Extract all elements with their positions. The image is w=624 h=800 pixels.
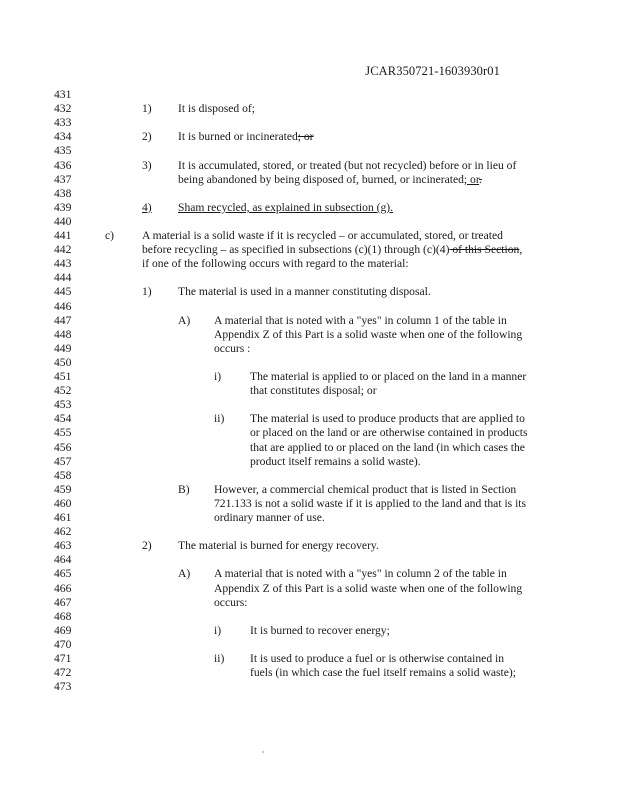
line-number: 460 [54,496,72,510]
text-run: if one of the following occurs with regard to the material: [142,257,409,271]
inserted-text: Sham recycled, as explained in subsection (g). [178,200,394,214]
line-text [142,243,522,257]
subsection-label: 2) [142,130,152,144]
line-text [214,511,325,525]
line-number: 437 [54,172,72,186]
line-text [250,624,390,638]
text-line [0,539,624,553]
line-number: 431 [54,88,72,101]
line-number: 451 [54,370,72,383]
line-text [250,384,377,398]
line-number: 469 [54,623,72,637]
text-line [0,511,624,525]
text-line [0,596,624,610]
line-number: 442 [54,243,72,257]
line-text [250,666,516,680]
text-line [0,300,624,314]
line-number: 473 [54,680,72,694]
line-text [142,229,503,243]
line-text [214,483,516,497]
subsection-label: i) [214,623,222,637]
text-line [0,328,624,342]
line-number: 440 [54,214,72,228]
text-line [0,610,624,624]
text-run: that are applied to or placed on the land (in which cases the [250,440,525,454]
text-line [0,187,624,201]
line-text [250,370,526,384]
text-run: It is burned to recover energy; [250,623,390,637]
text-run: product itself remains a solid waste). [250,454,421,468]
line-number: 465 [54,567,72,581]
subsection-label: A) [178,313,191,327]
line-number: 438 [54,186,72,200]
line-number: 434 [54,130,72,144]
line-text [178,539,379,553]
text-line [0,652,624,666]
text-run: , [519,243,523,257]
text-line [0,201,624,215]
line-number: 435 [54,144,72,158]
line-text [214,342,250,356]
line-text [250,412,525,426]
text-line [0,553,624,567]
text-run: The material is used in a manner constituting disposal. [178,285,431,299]
line-text [214,497,526,511]
text-line [0,384,624,398]
line-text [250,455,421,469]
text-line [0,116,624,130]
text-run: occurs: [214,595,248,609]
inserted-text: ; or [463,172,480,186]
line-text [214,328,522,342]
text-run: Appendix Z of this Part is a solid waste when one of the following [214,327,523,341]
text-line [0,441,624,455]
line-number: 445 [54,285,72,299]
text-run: before recycling – as specified in subsections (c)(1) through (c)(4) [142,243,450,257]
line-number: 456 [54,440,72,454]
line-text [250,441,525,455]
text-line [0,144,624,158]
text-run: It is used to produce a fuel or is otherwise contained in [250,652,505,665]
text-line [0,497,624,511]
text-run: However, a commercial chemical product that is listed in Section [214,482,517,496]
page-mark [262,751,264,753]
text-run: 721.133 is not a solid waste if it is applied to the land and that is its [214,496,527,510]
line-number: 443 [54,257,72,271]
line-number: 444 [54,271,72,285]
text-line [0,342,624,356]
text-run: It is accumulated, stored, or treated (but not recycled) before or in lieu of [178,158,517,172]
subsection-label: i) [214,370,222,383]
text-line [0,666,624,680]
line-number: 468 [54,609,72,623]
text-run: The material is burned for energy recovery. [178,539,379,553]
line-number: 432 [54,102,72,116]
text-line [0,356,624,370]
subsection-label: 1) [142,285,152,299]
text-line [0,215,624,229]
line-text [178,102,255,116]
line-number: 461 [54,511,72,524]
subsection-label: 4) [142,200,152,214]
line-number: 467 [54,595,72,609]
text-run: occurs : [214,341,251,355]
subsection-label: 2) [142,539,152,553]
line-number: 464 [54,553,72,567]
line-number: 441 [54,229,72,242]
text-line [0,638,624,652]
text-line [0,567,624,581]
line-number: 459 [54,482,72,496]
text-run: A material is a solid waste if it is recycled – or accumulated, stored, or treated [142,229,503,242]
line-number: 472 [54,666,72,680]
text-line [0,469,624,483]
text-line [0,173,624,187]
line-text [214,567,507,581]
deleted-text: of this Section [449,243,520,257]
line-number: 453 [54,398,72,412]
line-number: 448 [54,327,72,341]
line-text [178,130,314,144]
subsection-label: 1) [142,102,152,116]
text-run: Appendix Z of this Part is a solid waste when one of the following [214,581,523,595]
line-text [178,173,482,187]
line-text [214,314,507,328]
line-number: 462 [54,525,72,539]
text-line [0,398,624,412]
line-number: 433 [54,116,72,130]
text-run: The material is applied to or placed on the land in a manner [250,370,527,383]
line-number: 446 [54,299,72,313]
text-run: or placed on the land or are otherwise contained in products [250,426,528,440]
line-number: 463 [54,539,72,553]
text-line [0,257,624,271]
line-text [214,582,522,596]
line-number: 466 [54,581,72,595]
line-number: 452 [54,384,72,398]
text-line [0,271,624,285]
text-run: A material that is noted with a "yes" in column 2 of the table in [214,567,507,581]
line-number: 470 [54,637,72,651]
text-run: It is burned or incinerated [178,130,298,144]
line-number: 455 [54,426,72,440]
text-line [0,483,624,497]
subsection-label: ii) [214,652,225,665]
deleted-text: . [479,172,482,186]
text-run: ordinary manner of use. [214,511,325,524]
text-line [0,285,624,299]
text-run: The material is used to produce products that are applied to [250,412,525,426]
line-number: 454 [54,412,72,426]
line-text [178,285,431,299]
line-number: 458 [54,468,72,482]
line-number: 439 [54,200,72,214]
text-line [0,243,624,257]
line-text [178,159,516,173]
text-line [0,314,624,328]
text-line [0,680,624,694]
subsection-label: 3) [142,158,152,172]
line-number: 457 [54,454,72,468]
line-number: 471 [54,652,72,665]
text-line [0,102,624,116]
text-line [0,130,624,144]
text-run: A material that is noted with a "yes" in column 1 of the table in [214,313,507,327]
text-line [0,426,624,440]
text-line [0,582,624,596]
text-line [0,624,624,638]
line-number: 436 [54,158,72,172]
text-line [0,412,624,426]
line-text [142,257,409,271]
subsection-label: ii) [214,412,225,426]
text-run: that constitutes disposal; or [250,384,377,398]
text-line [0,159,624,173]
text-line [0,88,624,102]
text-line [0,525,624,539]
text-line [0,455,624,469]
line-text [214,596,247,610]
text-run: fuels (in which case the fuel itself remains a solid waste); [250,666,516,680]
line-number: 447 [54,313,72,327]
line-text [178,201,393,215]
document-id-header: JCAR350721-1603930r01 [365,64,500,78]
line-text [250,426,528,440]
subsection-label: A) [178,567,191,581]
text-line [0,370,624,384]
deleted-text: ; or [297,130,314,144]
text-line [0,229,624,243]
line-number: 449 [54,341,72,355]
subsection-label: c) [105,229,115,242]
text-run: being abandoned by being disposed of, burned, or incinerated [178,172,464,186]
text-run: It is disposed of; [178,102,255,116]
line-number: 450 [54,355,72,369]
subsection-label: B) [178,482,190,496]
line-text [250,652,504,666]
